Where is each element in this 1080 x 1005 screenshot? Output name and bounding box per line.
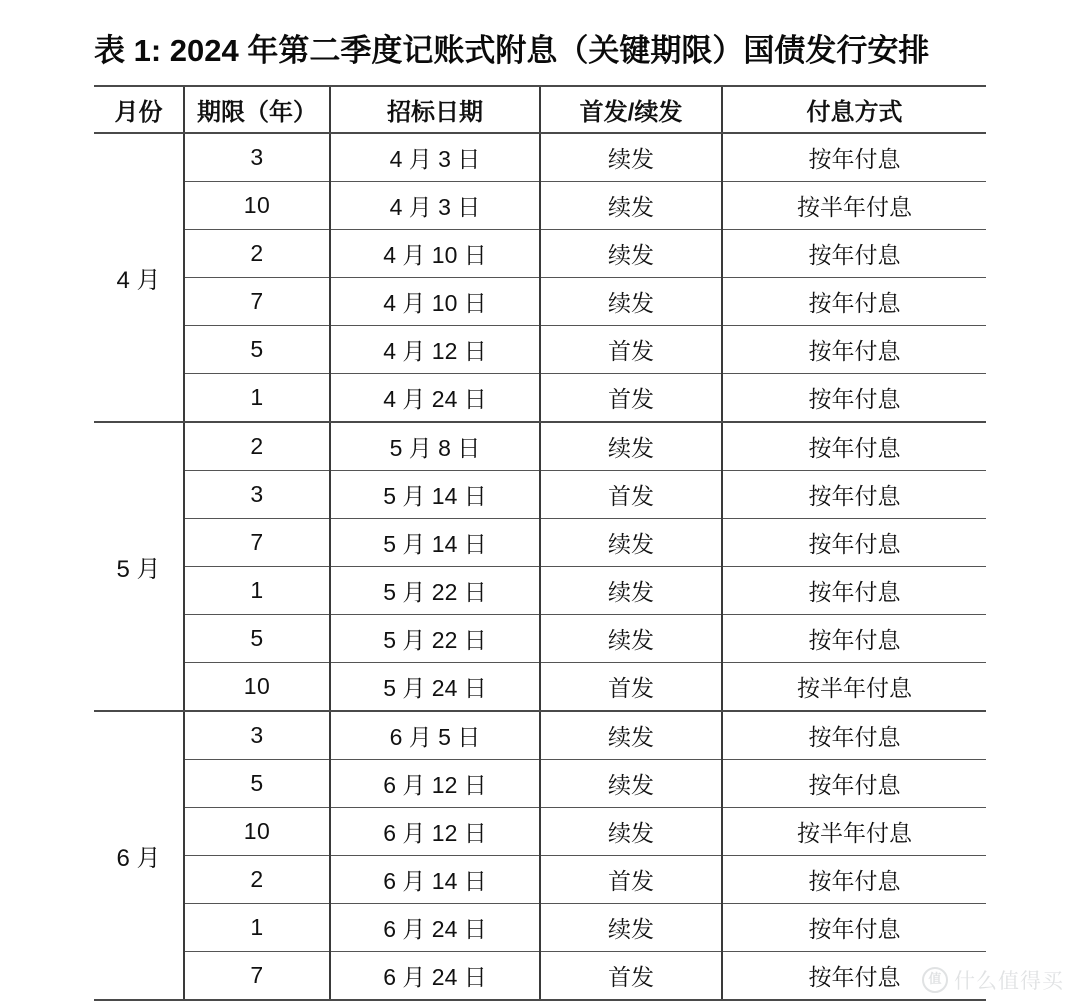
cell-month: 6 月 — [94, 711, 184, 1000]
cell-auction-date: 5 月 22 日 — [330, 567, 540, 615]
cell-payment-method: 按半年付息 — [722, 808, 986, 856]
cell-payment-method: 按年付息 — [722, 615, 986, 663]
cell-auction-date: 4 月 10 日 — [330, 230, 540, 278]
cell-term: 10 — [184, 182, 330, 230]
cell-auction-date: 6 月 12 日 — [330, 808, 540, 856]
cell-issue-type: 首发 — [540, 952, 722, 1001]
table-container — [94, 85, 986, 1001]
table-row — [94, 326, 986, 374]
cell-issue-type: 续发 — [540, 278, 722, 326]
cell-issue-type: 续发 — [540, 133, 722, 182]
cell-term: 10 — [184, 808, 330, 856]
table-title: 表 1: 2024 年第二季度记账式附息（关键期限）国债发行安排 — [94, 33, 930, 68]
cell-auction-date: 6 月 24 日 — [330, 952, 540, 1001]
table-row — [94, 808, 986, 856]
cell-month: 5 月 — [94, 422, 184, 711]
cell-issue-type: 首发 — [540, 856, 722, 904]
column-header-month: 月份 — [94, 86, 184, 133]
cell-term: 7 — [184, 278, 330, 326]
site-watermark — [922, 965, 1064, 995]
cell-payment-method: 按年付息 — [722, 133, 986, 182]
cell-term: 3 — [184, 133, 330, 182]
cell-issue-type: 续发 — [540, 230, 722, 278]
table-row — [94, 567, 986, 615]
cell-term: 1 — [184, 567, 330, 615]
table-row — [94, 615, 986, 663]
cell-issue-type: 续发 — [540, 182, 722, 230]
cell-payment-method: 按半年付息 — [722, 663, 986, 712]
watermark-logo-icon: 值 — [922, 967, 948, 993]
column-header-term: 期限（年） — [184, 86, 330, 133]
table-row — [94, 182, 986, 230]
column-header-type: 首发/续发 — [540, 86, 722, 133]
table-row — [94, 519, 986, 567]
cell-term: 2 — [184, 230, 330, 278]
header-row — [94, 86, 986, 133]
cell-payment-method: 按年付息 — [722, 711, 986, 760]
cell-term: 7 — [184, 519, 330, 567]
cell-auction-date: 6 月 14 日 — [330, 856, 540, 904]
cell-term: 1 — [184, 904, 330, 952]
cell-auction-date: 5 月 8 日 — [330, 422, 540, 471]
cell-auction-date: 5 月 14 日 — [330, 471, 540, 519]
cell-term: 7 — [184, 952, 330, 1001]
cell-term: 10 — [184, 663, 330, 712]
table-row — [94, 952, 986, 1001]
cell-auction-date: 5 月 14 日 — [330, 519, 540, 567]
cell-auction-date: 4 月 24 日 — [330, 374, 540, 423]
table-row — [94, 471, 986, 519]
table-row — [94, 230, 986, 278]
table-row — [94, 711, 986, 760]
watermark-text: 什么值得买 — [954, 970, 1064, 993]
cell-issue-type: 续发 — [540, 760, 722, 808]
cell-term: 2 — [184, 422, 330, 471]
cell-issue-type: 续发 — [540, 904, 722, 952]
cell-payment-method: 按年付息 — [722, 952, 986, 1001]
cell-issue-type: 续发 — [540, 808, 722, 856]
cell-auction-date: 5 月 22 日 — [330, 615, 540, 663]
cell-auction-date: 4 月 10 日 — [330, 278, 540, 326]
cell-payment-method: 按年付息 — [722, 519, 986, 567]
table-header — [94, 86, 986, 133]
cell-term: 5 — [184, 615, 330, 663]
cell-term: 3 — [184, 711, 330, 760]
cell-payment-method: 按年付息 — [722, 326, 986, 374]
cell-payment-method: 按年付息 — [722, 374, 986, 423]
cell-payment-method: 按年付息 — [722, 904, 986, 952]
cell-auction-date: 4 月 3 日 — [330, 133, 540, 182]
table-row — [94, 760, 986, 808]
table-row — [94, 856, 986, 904]
column-header-pay: 付息方式 — [722, 86, 986, 133]
cell-auction-date: 6 月 5 日 — [330, 711, 540, 760]
cell-auction-date: 5 月 24 日 — [330, 663, 540, 712]
table-row — [94, 904, 986, 952]
cell-payment-method: 按年付息 — [722, 422, 986, 471]
cell-issue-type: 续发 — [540, 422, 722, 471]
cell-issue-type: 首发 — [540, 374, 722, 423]
cell-issue-type: 续发 — [540, 711, 722, 760]
cell-issue-type: 续发 — [540, 519, 722, 567]
cell-payment-method: 按半年付息 — [722, 182, 986, 230]
table-row — [94, 278, 986, 326]
cell-issue-type: 续发 — [540, 567, 722, 615]
cell-term: 5 — [184, 326, 330, 374]
cell-auction-date: 6 月 12 日 — [330, 760, 540, 808]
table-row — [94, 374, 986, 423]
column-header-date: 招标日期 — [330, 86, 540, 133]
cell-payment-method: 按年付息 — [722, 760, 986, 808]
cell-month: 4 月 — [94, 133, 184, 422]
cell-auction-date: 4 月 3 日 — [330, 182, 540, 230]
cell-auction-date: 4 月 12 日 — [330, 326, 540, 374]
table-row — [94, 663, 986, 712]
bond-issuance-schedule-table — [94, 85, 986, 1001]
cell-issue-type: 续发 — [540, 615, 722, 663]
table-row — [94, 422, 986, 471]
cell-payment-method: 按年付息 — [722, 856, 986, 904]
cell-term: 1 — [184, 374, 330, 423]
cell-term: 3 — [184, 471, 330, 519]
cell-payment-method: 按年付息 — [722, 471, 986, 519]
cell-payment-method: 按年付息 — [722, 230, 986, 278]
cell-issue-type: 首发 — [540, 471, 722, 519]
table-row — [94, 133, 986, 182]
cell-payment-method: 按年付息 — [722, 567, 986, 615]
cell-issue-type: 首发 — [540, 326, 722, 374]
table-body — [94, 133, 986, 1000]
cell-term: 5 — [184, 760, 330, 808]
cell-issue-type: 首发 — [540, 663, 722, 712]
cell-payment-method: 按年付息 — [722, 278, 986, 326]
cell-auction-date: 6 月 24 日 — [330, 904, 540, 952]
cell-term: 2 — [184, 856, 330, 904]
